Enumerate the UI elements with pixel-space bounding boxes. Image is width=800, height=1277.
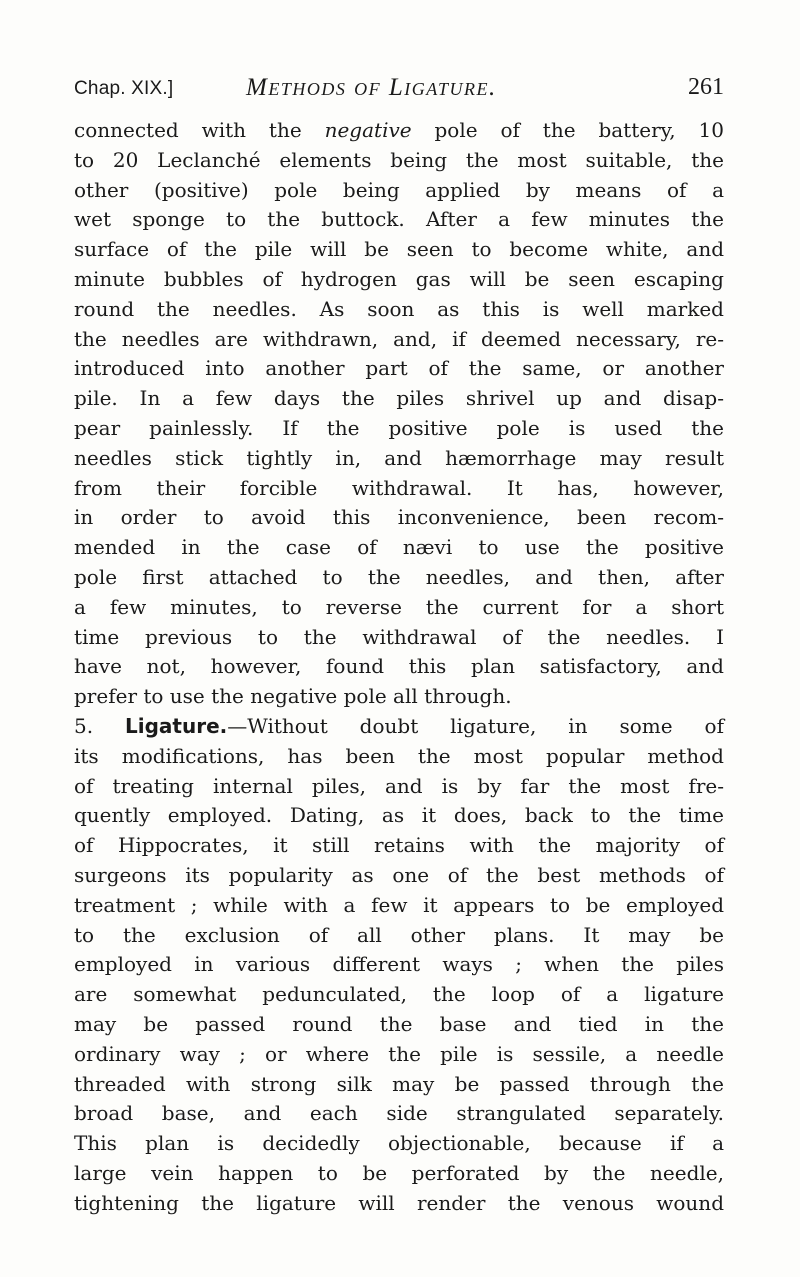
running-title: Methods of Ligature. bbox=[246, 74, 497, 101]
text-line: a few minutes, to reverse the current for a short bbox=[74, 594, 724, 619]
text-line: of treating internal piles, and is by far the most fre- bbox=[74, 773, 724, 798]
text-line: mended in the case of nævi to use the positive bbox=[74, 535, 724, 560]
section-heading: Ligature. bbox=[125, 713, 228, 738]
text-line: round the needles. As soon as this is well marked bbox=[74, 296, 724, 321]
text-line: pile. In a few days the piles shrivel up and disap- bbox=[74, 386, 724, 411]
text-line: minute bubbles of hydrogen gas will be seen escaping bbox=[74, 266, 724, 291]
text-line: treatment ; while with a few it appears to be employed bbox=[74, 892, 724, 917]
italic-word: negative bbox=[324, 118, 412, 142]
section-heading-line bbox=[74, 712, 724, 742]
text-line: wet sponge to the buttock. After a few minutes the bbox=[74, 207, 724, 232]
text-line: prefer to use the negative pole all through. bbox=[74, 684, 512, 709]
text-line: other (positive) pole being applied by means of a bbox=[74, 177, 724, 202]
text-line: may be passed round the base and tied in the bbox=[74, 1011, 724, 1036]
chapter-label: Chap. XIX.] bbox=[74, 78, 174, 99]
text-line: from their forcible withdrawal. It has, however, bbox=[74, 475, 724, 500]
text-line: This plan is decidedly objectionable, because if a bbox=[74, 1131, 724, 1156]
section-number: 5. bbox=[74, 713, 126, 738]
text-line: employed in various different ways ; when the piles bbox=[74, 952, 724, 977]
text-line: quently employed. Dating, as it does, back to the time bbox=[74, 803, 724, 828]
line-text: pole of the battery, 10 bbox=[411, 118, 724, 142]
text-line: time previous to the withdrawal of the needles. I bbox=[74, 624, 724, 649]
text-line: the needles are withdrawn, and, if deemed necessary, re- bbox=[74, 326, 724, 351]
text-line: to the exclusion of all other plans. It may be bbox=[74, 922, 724, 947]
text-line: large vein happen to be perforated by the needle, bbox=[74, 1160, 724, 1185]
line-text: —Without doubt ligature, in some of bbox=[227, 713, 724, 738]
text-line: needles stick tightly in, and hæmorrhage may result bbox=[74, 445, 724, 470]
text-line: in order to avoid this inconvenience, been recom- bbox=[74, 505, 724, 530]
text-line: surface of the pile will be seen to become white, and bbox=[74, 237, 724, 262]
text-line: to 20 Leclanché elements being the most suitable, the bbox=[74, 147, 724, 172]
text-line: introduced into another part of the same, or another bbox=[74, 356, 724, 381]
text-line: pear painlessly. If the positive pole is used the bbox=[74, 415, 724, 440]
page-number: 261 bbox=[688, 74, 724, 100]
text-line: threaded with strong silk may be passed through the bbox=[74, 1071, 724, 1096]
text-line bbox=[74, 116, 724, 146]
text-line: broad base, and each side strangulated separately. bbox=[74, 1101, 724, 1126]
text-line: pole first attached to the needles, and then, after bbox=[74, 564, 724, 589]
line-text: connected with the bbox=[74, 118, 325, 142]
text-line: have not, however, found this plan satisfactory, and bbox=[74, 654, 724, 679]
running-head bbox=[74, 74, 724, 108]
text-line: surgeons its popularity as one of the best methods of bbox=[74, 862, 724, 887]
text-line: ordinary way ; or where the pile is sessile, a needle bbox=[74, 1041, 724, 1066]
text-line: its modifications, has been the most popular method bbox=[74, 743, 724, 768]
text-line: tightening the ligature will render the venous wound bbox=[74, 1190, 724, 1215]
body-text bbox=[74, 116, 724, 1218]
text-line: are somewhat pedunculated, the loop of a ligature bbox=[74, 982, 724, 1007]
text-line: of Hippocrates, it still retains with the majority of bbox=[74, 833, 724, 858]
